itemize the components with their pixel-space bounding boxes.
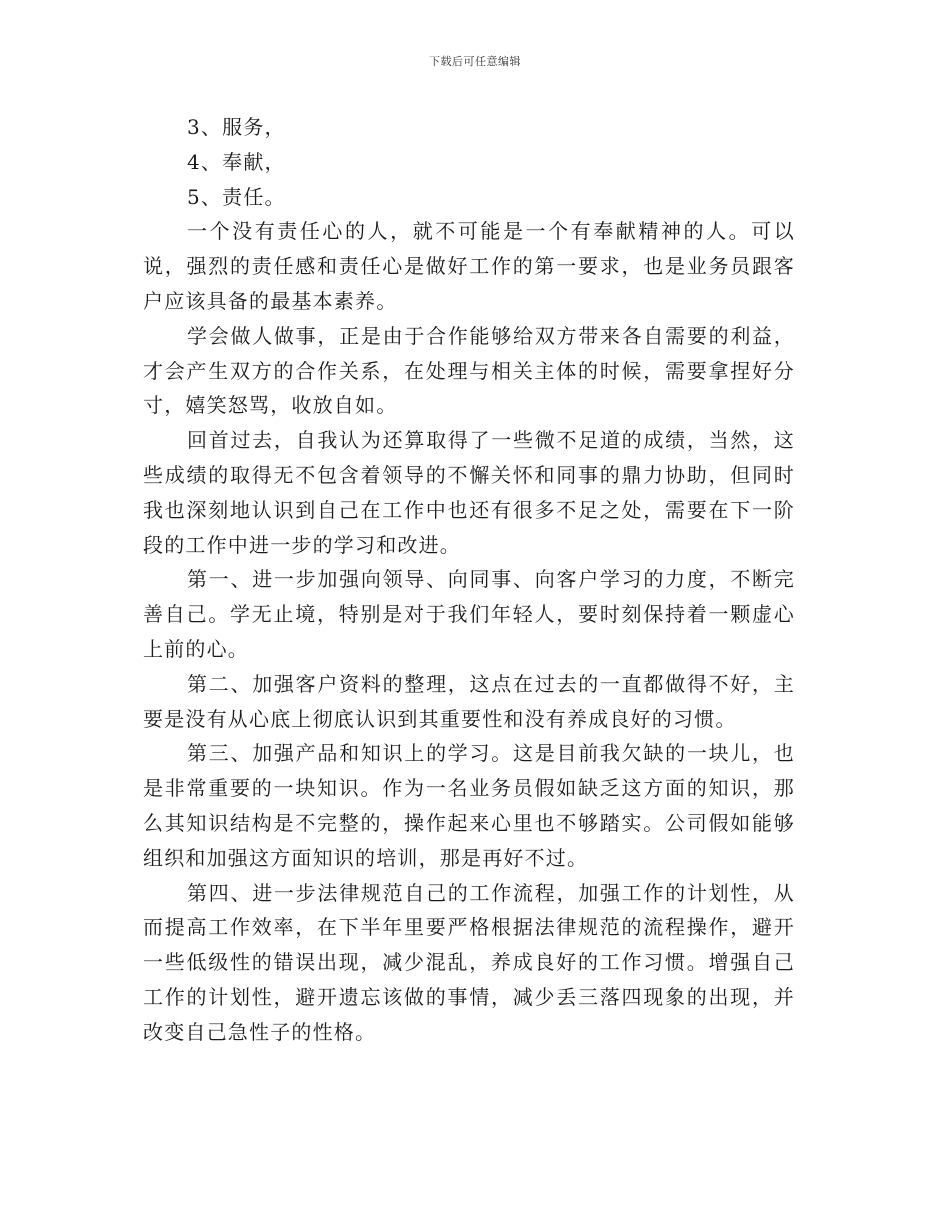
header-note: 下载后可任意编辑: [429, 55, 521, 68]
paragraph-point-four: 第四、进一步法律规范自己的工作流程，加强工作的计划性，从而提高工作效率，在下半年里要严格根据法律规范的流程操作，避开一些低级性的错误出现，减少混乱，养成良好的工作习惯。增强自己工作的计划性，避开遗忘该做的事情，减少丢三落四现象的出现，并改变自己急性子的性格。: [143, 880, 795, 1044]
list-item-service: 3、服务，: [187, 115, 286, 139]
paragraph-point-two: 第二、加强客户资料的整理，这点在过去的一直都做得不好，主要是没有从心底上彻底认识到其重要性和没有养成良好的习惯。: [143, 671, 795, 731]
list-item-responsibility: 5、责任。: [187, 184, 286, 209]
paragraph-cooperation: 学会做人做事，正是由于合作能够给双方带来各自需要的利益，才会产生双方的合作关系，在处理与相关主体的时候，需要拿捏好分寸，嬉笑怒骂，收放自如。: [143, 323, 795, 418]
paragraph-point-three: 第三、加强产品和知识上的学习。这是目前我欠缺的一块儿，也是非常重要的一块知识。作为一名业务员假如缺乏这方面的知识，那么其知识结构是不完整的，操作起来心里也不够踏实。公司假如能够组织和加强这方面知识的培训，那是再好不过。: [143, 741, 795, 870]
paragraph-point-one: 第一、进一步加强向领导、向同事、向客户学习的力度，不断完善自己。学无止境，特别是对于我们年轻人，要时刻保持着一颗虚心上前的心。: [143, 567, 795, 661]
paragraph-responsibility: 一个没有责任心的人，就不可能是一个有奉献精神的人。可以说，强烈的责任感和责任心是做好工作的第一要求，也是业务员跟客户应该具备的最基本素养。: [143, 219, 795, 313]
list-item-dedication: 4、奉献，: [187, 149, 286, 174]
paragraph-review: 回首过去，自我认为还算取得了一些微不足道的成绩，当然，这些成绩的取得无不包含着领导的不懈关怀和同事的鼎力协助，但同时我也深刻地认识到自己在工作中也还有很多不足之处，需要在下一阶段的工作中进一步的学习和改进。: [143, 428, 795, 557]
document-body: [143, 110, 795, 1050]
